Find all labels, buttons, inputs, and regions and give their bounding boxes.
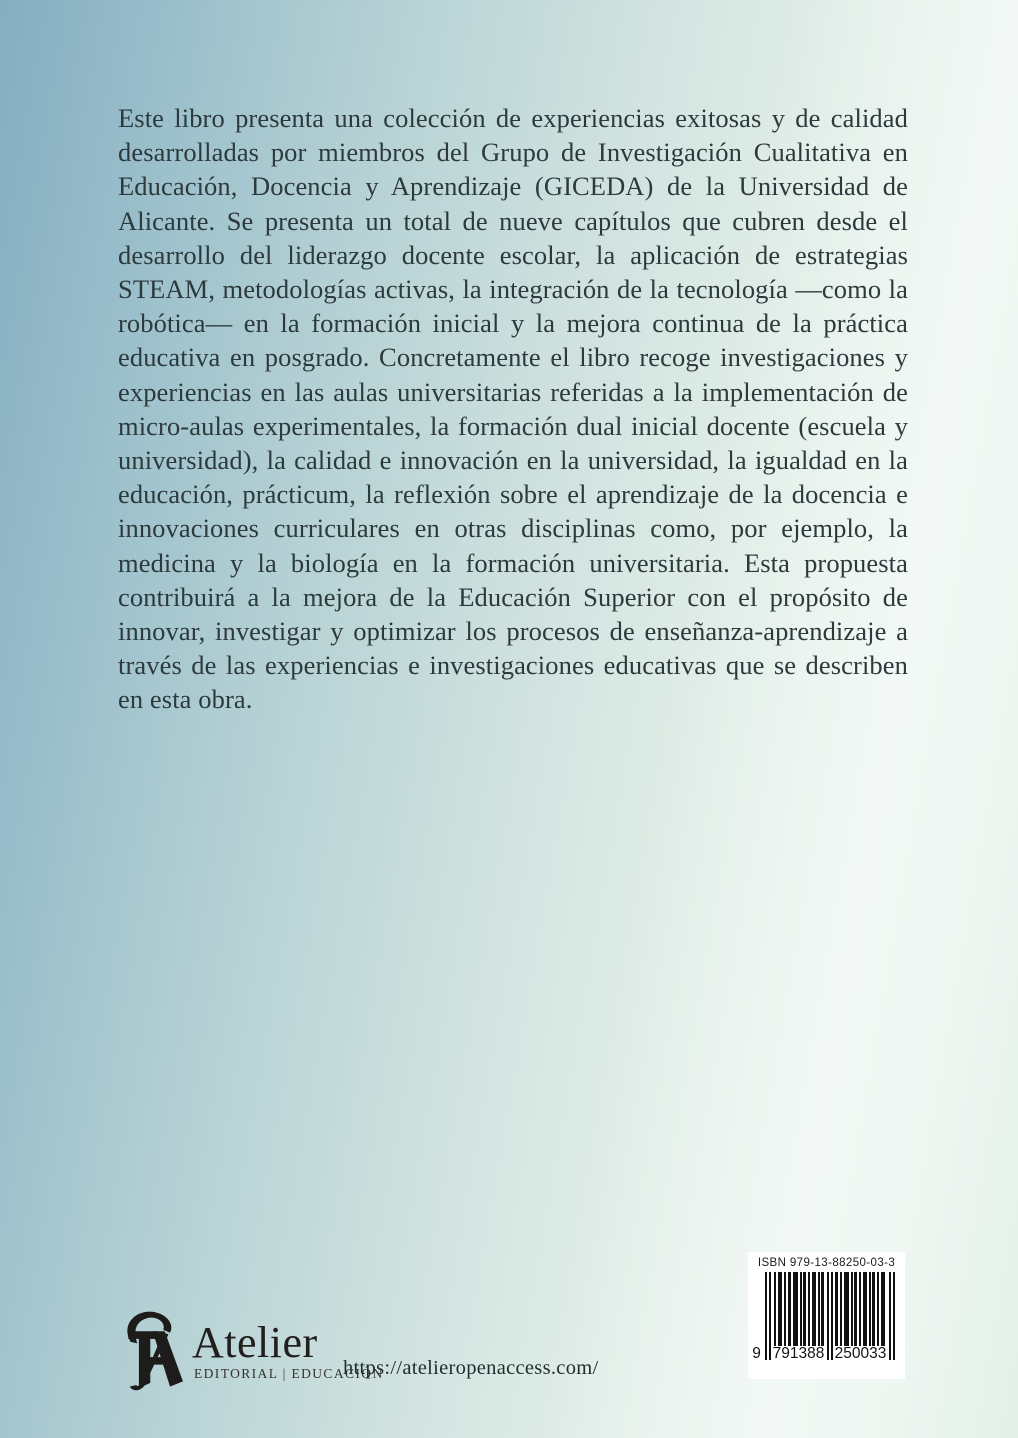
barcode-digit-group: 9 [752,1345,761,1362]
publisher-name: Atelier [192,1318,318,1367]
isbn-label: ISBN 979-13-88250-03-3 [757,1257,896,1269]
barcode-digit-group: 791388 [772,1345,825,1362]
isbn-barcode [748,1252,905,1379]
atelier-monogram-icon [110,1310,186,1392]
publisher-tagline: EDITORIAL | EDUCACIÓN [194,1366,384,1381]
publisher-website-url: https://atelieropenaccess.com/ [343,1357,599,1379]
barcode-digit-group: 250033 [834,1345,887,1362]
synopsis-text: Este libro presenta una colección de experiencias exitosas y de calidad desarrolladas por miembros del Grupo de Investigación Cualitativa en Educación, Docencia y Aprendizaje (GICEDA) de la Universidad de Alicante. Se presenta un total de nueve capítulos que cubren desde el desarrollo del liderazgo docente escolar, la aplicación de estrategias STEAM, metodologías activas, la integración de la tecnología —como la robótica— en la formación inicial y la mejora continua de la práctica educativa en posgrado. Concretamente el libro recoge investigaciones y experiencias en las aulas universitarias referidas a la implementación de micro-aulas experimentales, la formación dual inicial docente (escuela y universidad), la calidad e innovación en la universidad, la igualdad en la educación, prácticum, la reflexión sobre el aprendizaje de la docencia e innovaciones curriculares en otras disciplinas como, por ejemplo, la medicina y la biología en la formación universitaria. Esta propuesta contribuirá a la mejora de la Educación Superior con el propósito de innovar, investigar y optimizar los procesos de enseñanza-aprendizaje a través de las experiencias e investigaciones educativas que se describen en esta obra. [118,103,908,715]
